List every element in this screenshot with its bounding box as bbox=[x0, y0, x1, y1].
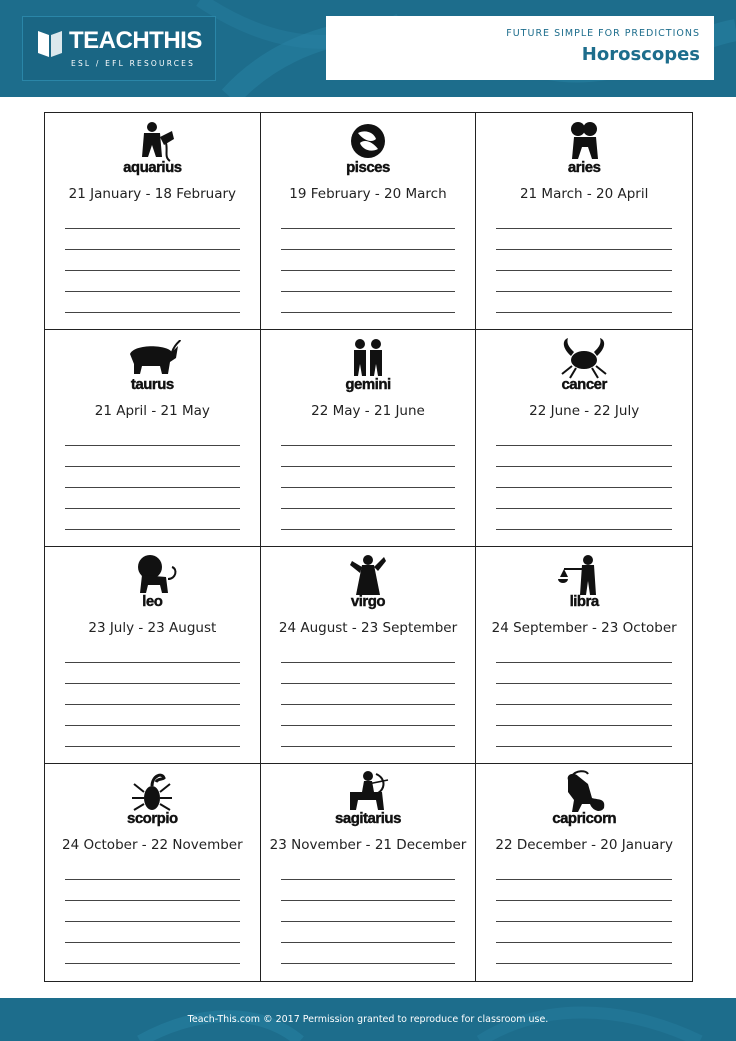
sign-dates: 21 April - 21 May bbox=[94, 403, 210, 419]
page-footer bbox=[0, 998, 736, 1041]
writing-lines[interactable] bbox=[65, 662, 240, 767]
sign-cell-sagittarius bbox=[261, 764, 477, 981]
writing-lines[interactable] bbox=[496, 445, 672, 550]
writing-lines[interactable] bbox=[281, 228, 456, 333]
sign-name: aquarius bbox=[123, 159, 182, 176]
leo-icon bbox=[122, 553, 182, 597]
logo-title: TEACHTHIS bbox=[69, 27, 202, 54]
logo[interactable] bbox=[22, 16, 216, 81]
sign-cell-leo bbox=[45, 547, 261, 764]
sign-name: scorpio bbox=[126, 810, 178, 827]
title-box bbox=[326, 16, 714, 80]
horoscope-grid bbox=[44, 112, 693, 982]
sign-cell-capricorn bbox=[476, 764, 692, 981]
sign-dates: 23 July - 23 August bbox=[88, 620, 217, 636]
sagittarius-icon bbox=[338, 770, 398, 814]
sign-name: gemini bbox=[345, 376, 391, 393]
book-icon bbox=[35, 27, 65, 59]
worksheet-kicker: FUTURE SIMPLE FOR PREDICTIONS bbox=[506, 28, 700, 39]
writing-lines[interactable] bbox=[65, 879, 240, 984]
sign-name: aries bbox=[567, 159, 601, 176]
sign-cell-libra bbox=[476, 547, 692, 764]
writing-lines[interactable] bbox=[281, 445, 456, 550]
writing-lines[interactable] bbox=[65, 228, 240, 333]
sign-name: capricorn bbox=[552, 810, 617, 827]
sign-name: pisces bbox=[346, 159, 390, 176]
sign-dates: 21 January - 18 February bbox=[68, 186, 237, 202]
sign-dates: 24 August - 23 September bbox=[278, 620, 458, 636]
aquarius-icon bbox=[122, 119, 182, 163]
sign-name: taurus bbox=[130, 376, 174, 393]
sign-dates: 21 March - 20 April bbox=[519, 186, 649, 202]
sign-dates: 22 June - 22 July bbox=[529, 403, 640, 419]
sign-name: leo bbox=[142, 593, 163, 610]
sign-name: cancer bbox=[561, 376, 607, 393]
logo-subtitle: ESL / EFL RESOURCES bbox=[71, 59, 196, 68]
worksheet-title: Horoscopes bbox=[581, 44, 700, 65]
page-header bbox=[0, 0, 736, 97]
writing-lines[interactable] bbox=[281, 879, 456, 984]
pisces-icon bbox=[338, 119, 398, 163]
sign-dates: 24 September - 23 October bbox=[491, 620, 677, 636]
sign-cell-scorpio bbox=[45, 764, 261, 981]
writing-lines[interactable] bbox=[496, 228, 672, 333]
sign-dates: 23 November - 21 December bbox=[269, 837, 467, 853]
sign-cell-aquarius bbox=[45, 113, 261, 330]
sign-name: sagitarius bbox=[335, 810, 401, 827]
sign-cell-aries bbox=[476, 113, 692, 330]
capricorn-icon bbox=[554, 770, 614, 814]
sign-cell-cancer bbox=[476, 330, 692, 547]
sign-cell-taurus bbox=[45, 330, 261, 547]
writing-lines[interactable] bbox=[496, 662, 672, 767]
scorpio-icon bbox=[122, 770, 182, 814]
gemini-icon bbox=[338, 336, 398, 380]
sign-cell-virgo bbox=[261, 547, 477, 764]
libra-icon bbox=[554, 553, 614, 597]
sign-cell-gemini bbox=[261, 330, 477, 547]
sign-dates: 22 December - 20 January bbox=[495, 837, 673, 853]
copyright-notice: Teach-This.com © 2017 Permission granted to reproduce for classroom use. bbox=[187, 1014, 549, 1025]
cancer-icon bbox=[554, 336, 614, 380]
writing-lines[interactable] bbox=[496, 879, 672, 984]
sign-cell-pisces bbox=[261, 113, 477, 330]
sign-name: virgo bbox=[350, 593, 386, 610]
sign-dates: 24 October - 22 November bbox=[62, 837, 243, 853]
sign-dates: 19 February - 20 March bbox=[289, 186, 447, 202]
writing-lines[interactable] bbox=[65, 445, 240, 550]
taurus-icon bbox=[122, 336, 182, 380]
virgo-icon bbox=[338, 553, 398, 597]
sign-dates: 22 May - 21 June bbox=[311, 403, 425, 419]
sign-name: libra bbox=[569, 593, 599, 610]
writing-lines[interactable] bbox=[281, 662, 456, 767]
aries-icon bbox=[554, 119, 614, 163]
